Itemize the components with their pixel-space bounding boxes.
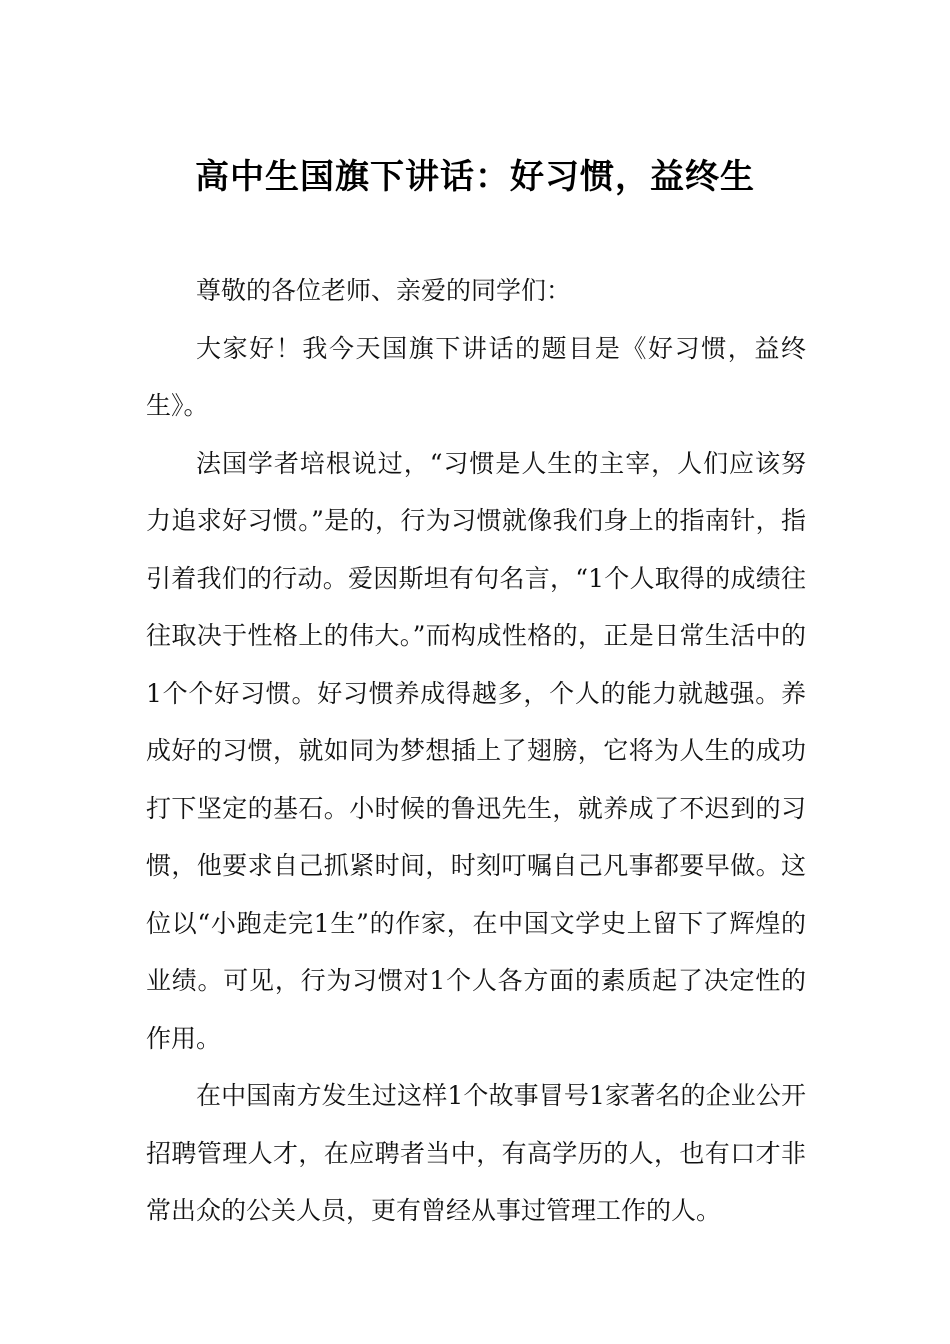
document-title: 高中生国旗下讲话：好习惯，益终生: [195, 156, 755, 197]
paragraph-habits: 法国学者培根说过，“习惯是人生的主宰，人们应该努力追求好习惯。”是的，行为习惯就像我们身上的指南针，指引着我们的行动。爱因斯坦有句名言，“1个人取得的成绩往往取决于性格上的伟大。”而构成性格的，正是日常生活中的1个个好习惯。好习惯养成得越多，个人的能力就越强。养成好的习惯，就如同为梦想插上了翅膀，它将为人生的成功打下坚定的基石。小时候的鲁迅先生，就养成了不迟到的习惯，他要求自己抓紧时间，时刻叮嘱自己凡事都要早做。这位以“小跑走完1生”的作家，在中国文学史上留下了辉煌的业绩。可见，行为习惯对1个人各方面的素质起了决定性的作用。: [146, 448, 806, 1053]
paragraph-intro: 大家好！我今天国旗下讲话的题目是《好习惯，益终生》。: [146, 333, 806, 420]
document-body: [146, 262, 806, 1240]
paragraph-greeting: 尊敬的各位老师、亲爱的同学们：: [196, 276, 572, 305]
paragraph-story: 在中国南方发生过这样1个故事冒号1家著名的企业公开招聘管理人才，在应聘者当中，有高学历的人，也有口才非常出众的公关人员，更有曾经从事过管理工作的人。: [146, 1081, 806, 1225]
